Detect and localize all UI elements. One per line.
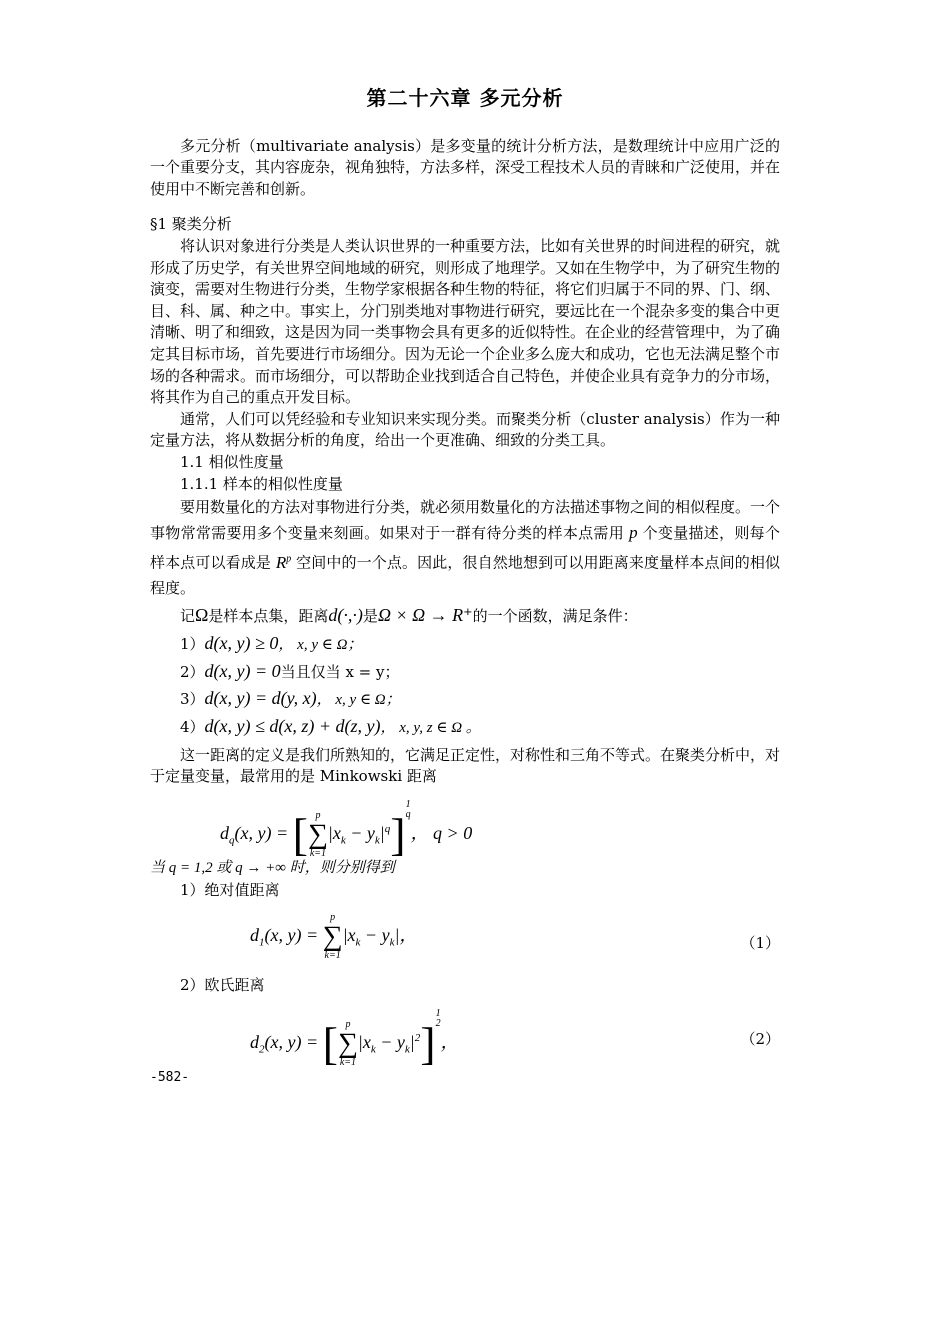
item-euclidean-distance: 2）欧氏距离 (180, 976, 265, 995)
paragraph-minkowski: 这一距离的定义是我们所熟知的，它满足正定性，对称性和三角不等式。在聚类分析中，对于定量变量，最常用的是 Minkowski 距离 (150, 745, 781, 786)
condition-item: 1）d(x, y) ≥ 0， x, y ∈ Ω； (180, 632, 363, 653)
item-abs-distance: 1）绝对值距离 (180, 880, 280, 899)
page-number: -582- (150, 1070, 190, 1085)
condition-item: 4）d(x, y) ≤ d(x, z) + d(z, y)， x, y, z ∈ Ω 。 (180, 715, 481, 736)
section-heading: §1 聚类分析 (150, 215, 232, 234)
condition-item: 3）d(x, y) = d(y, x)， x, y ∈ Ω； (180, 687, 401, 708)
para3-text-b: 个变量描述，则每个样本点可以看成是 (150, 524, 780, 572)
minkowski-formula: $d_q(x$, y) = [ p ∑ k=1 $|x_k - y_k|^q]^{1 q}$， q > 0 (220, 798, 473, 860)
omega-symbol: Ω (195, 604, 209, 625)
para3-text-c: 空间中的一个点。因此，很自然地想到可以用距离来度量样本点间的相似程度。 (150, 553, 780, 597)
paragraph-similarity (150, 495, 780, 601)
intro-paragraph: 多元分析（multivariate analysis）是多变量的统计分析方法，是数理统计中应用广泛的一个重要分支，其内容庞杂，视角独特，方法多样，深受工程技术人员的青睐和广泛使用，并在使用中不断完善和创新。 (150, 136, 781, 198)
para3-text-a: 要用数量化的方法对事物进行分类，就必须用数量化的方法描述事物之间的相似程度。一个事物常常需要用多个变量来刻画。如果对于一群有待分类的样本点需用 (150, 498, 781, 543)
equation-number: （1） (740, 934, 780, 953)
space-rp: $R^p$ (275, 552, 292, 572)
distance-function: d(·,·) (328, 604, 363, 625)
sum-symbol: p ∑ k=1 (322, 912, 343, 962)
paragraph-cluster-analysis: 通常，人们可以凭经验和专业知识来实现分类。而聚类分析（cluster analysis）作为一种定量方法，将从数据分析的角度，给出一个更准确、细致的分类工具。 (150, 409, 780, 450)
subsubsection-heading: 1.1.1 样本的相似性度量 (180, 474, 343, 493)
subsection-heading: 1.1 相似性度量 (180, 452, 284, 471)
formula-euclidean-distance: $d_2(x$, y) = [ p ∑ k=1 $|x_k - y_k|^2]^{1 2}$， （2） (250, 1007, 780, 1069)
sum-symbol: p ∑ k=1 (307, 809, 328, 859)
var-p: p (629, 523, 638, 543)
mapping: Ω × Ω → R⁺ (377, 604, 473, 625)
equation-number: （2） (740, 1029, 780, 1048)
conditions-list (150, 630, 780, 741)
condition-item: 2）d(x, y) = 0当且仅当 x = y； (180, 660, 400, 681)
sum-symbol: p ∑ k=1 (337, 1018, 358, 1068)
paragraph-classification: 将认识对象进行分类是人类认识世界的一种重要方法，比如有关世界的时间进程的研究，就形成了历史学，有关世界空间地域的研究，则形成了地理学。又如在生物学中，为了研究生物的演变，需要对生物进行分类，生物学家根据各种生物的特征，将它们归属于不同的界、门、纲、目、科、属、种之中。事实上，分门别类地对事物进行研究，要远比在一个混杂多变的集合中更清晰、明了和细致，这是因为同一类事物会具有更多的近似特性。在企业的经营管理中，为了确定其目标市场，首先要进行市场细分。因为无论一个企业多么庞大和成功，它也无法满足整个市场的各种需求。而市场细分，可以帮助企业找到适合自己特色，并使企业具有竞争力的分市场，将其作为自己的重点开发目标。 (150, 236, 781, 407)
page-content (150, 88, 780, 1071)
paragraph-distance-def: 记Ω是样本点集，距离d(·,·)是Ω × Ω → R⁺的一个函数，满足条件： (180, 604, 638, 625)
formula-abs-distance: $d_1(x$, y) = p ∑ k=1 $|x_k - y_k|$， （1） (250, 912, 780, 962)
cases-line: 当 q = 1,2 或 q → +∞ 时，则分别得到 (150, 859, 395, 876)
chapter-title: 第二十六章 多元分析 (366, 86, 564, 110)
